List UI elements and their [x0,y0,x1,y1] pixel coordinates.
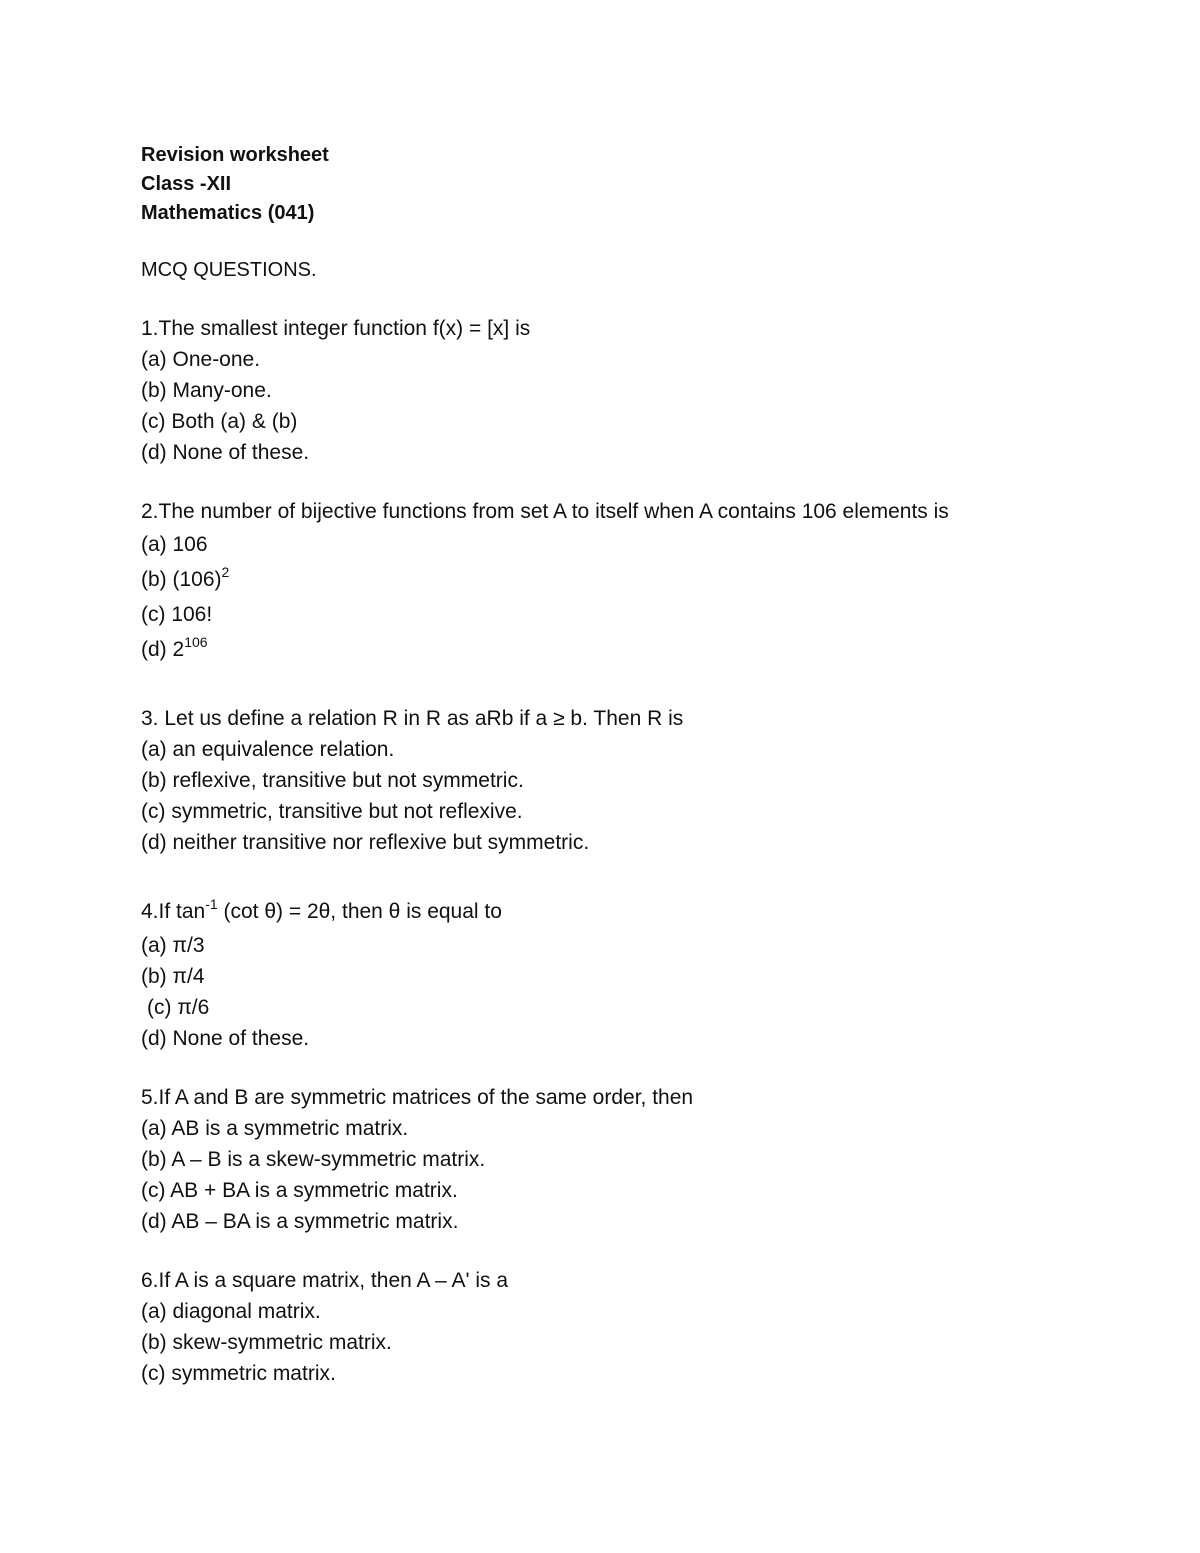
subject-label: Mathematics (041) [141,202,315,224]
option-d: (d) AB – BA is a symmetric matrix. [141,1210,459,1233]
option-c: (c) symmetric matrix. [141,1362,336,1385]
worksheet-page [141,141,1141,1389]
question-stem: 3. Let us define a relation R in R as aRb if a ≥ b. Then R is [141,707,684,730]
question-1 [141,313,1141,468]
question-stem: 5.If A and B are symmetric matrices of the same order, then [141,1086,694,1109]
exponent: -1 [205,896,218,912]
question-stem: 2.The number of bijective functions from set A to itself when A contains 106 elements is [141,500,949,523]
option-c: (c) AB + BA is a symmetric matrix. [141,1179,458,1202]
question-stem [141,894,1141,930]
option-a: (a) AB is a symmetric matrix. [141,1117,409,1140]
option-c: (c) Both (a) & (b) [141,410,298,433]
option-c: (c) 106! [141,603,213,626]
option-a: (a) One-one. [141,348,261,371]
question-stem: 1.The smallest integer function f(x) = [x] is [141,317,531,340]
option-a: (a) an equivalence relation. [141,738,395,761]
stem-prefix: 4.If tan [141,900,206,923]
option-d: (d) neither transitive nor reflexive but symmetric. [141,831,590,854]
exponent: 106 [184,634,208,650]
question-6 [141,1265,1141,1389]
option-c: (c) π/6 [147,996,210,1019]
stem-suffix: (cot θ) = 2θ, then θ is equal to [217,900,502,923]
worksheet-title: Revision worksheet [141,144,329,166]
option-d: (d) None of these. [141,1027,310,1050]
option-text: (b) (106) [141,568,222,591]
option-c: (c) symmetric, transitive but not reflexive. [141,800,523,823]
class-label: Class -XII [141,173,232,195]
option-a: (a) 106 [141,533,208,556]
option-b: (b) Many-one. [141,379,272,402]
option-d [141,632,1141,667]
option-d: (d) None of these. [141,441,310,464]
option-b: (b) π/4 [141,965,205,988]
option-b: (b) reflexive, transitive but not symmetric. [141,769,524,792]
question-5 [141,1082,1141,1237]
question-stem: 6.If A is a square matrix, then A – A' is a [141,1269,509,1292]
option-b [141,562,1141,597]
option-list [141,527,1141,667]
option-text: (d) 2 [141,638,185,661]
exponent: 2 [221,564,230,580]
option-a: (a) diagonal matrix. [141,1300,321,1323]
option-b: (b) A – B is a skew-symmetric matrix. [141,1148,486,1171]
option-a: (a) π/3 [141,934,205,957]
question-2 [141,496,1141,667]
question-4 [141,894,1141,1054]
section-title: MCQ QUESTIONS. [141,259,317,281]
option-b: (b) skew-symmetric matrix. [141,1331,392,1354]
question-3 [141,703,1141,858]
